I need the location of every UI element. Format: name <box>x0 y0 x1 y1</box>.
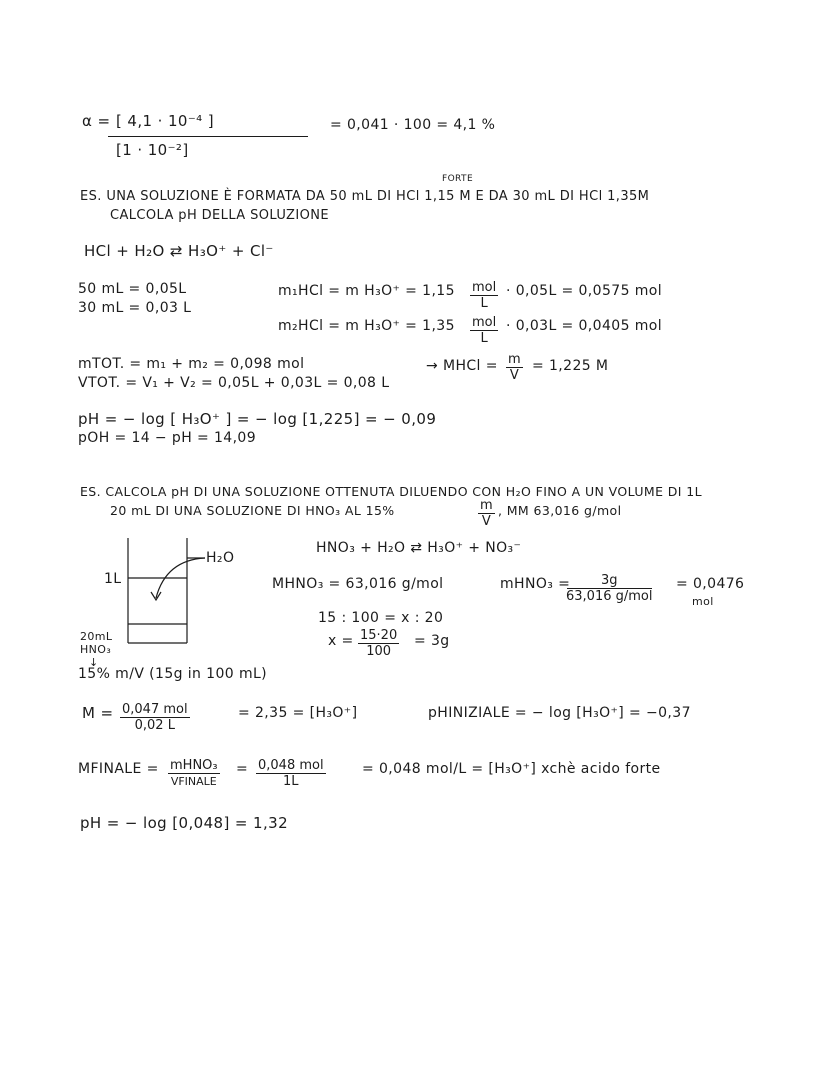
ex2-x-rhs: = 3g <box>414 633 450 649</box>
ex1-total-volume: VTOT. = V₁ + V₂ = 0,05L + 0,03L = 0,08 L <box>78 375 390 391</box>
ex1-moles-2-unit-num: mol <box>472 315 497 330</box>
ex1-molarity-den: V <box>509 368 519 383</box>
ex1-poh: pOH = 14 − pH = 14,09 <box>78 430 257 446</box>
ex2-initial-molarity-rhs: = 2,35 = [H₃O⁺] <box>238 705 358 721</box>
ex1-ph: pH = − log [ H₃O⁺ ] = − log [1,225] = − 0,09 <box>78 410 437 428</box>
ex1-total-moles: mTOT. = m₁ + m₂ = 0,098 mol <box>78 356 305 372</box>
ex2-statement-fraction-num: m <box>480 498 493 513</box>
ex1-reaction: HCl + H₂O ⇄ H₃O⁺ + Cl⁻ <box>84 242 274 260</box>
ex2-final-molarity-fraction-1 <box>168 758 220 789</box>
ex2-initial-molarity-num: 0,047 mol <box>122 702 188 717</box>
alpha-denominator: [1 · 10⁻²] <box>116 141 189 159</box>
down-arrow-icon: ↓ <box>89 656 99 669</box>
ex2-final-molarity-equals: = <box>236 761 249 777</box>
ex1-volume-2: 30 mL = 0,03 L <box>78 300 192 316</box>
ex2-initial-molarity-fraction <box>120 702 190 733</box>
hno3-label: HNO₃ <box>80 643 112 656</box>
percent-note: 15% m/V (15g in 100 mL) <box>78 666 268 682</box>
ex2-initial-molarity-lhs: M = <box>82 704 114 722</box>
ex1-moles-1-rhs: · 0,05L = 0,0575 mol <box>506 283 663 299</box>
ex2-molar-mass: MHNO₃ = 63,016 g/mol <box>272 576 444 592</box>
ex2-initial-ph: pHINIZIALE = − log [H₃O⁺] = −0,37 <box>428 705 691 721</box>
ex2-moles-den: 63,016 g/mol <box>566 589 653 604</box>
h2o-label: H₂O <box>206 550 235 566</box>
ex2-statement-fraction-den: V <box>481 514 491 529</box>
ex2-final-molarity-lhs: MFINALE = <box>78 761 159 777</box>
ex2-moles-num: 3g <box>567 573 652 589</box>
ex1-moles-1-lhs: m₁HCl = m H₃O⁺ = 1,15 <box>278 283 455 299</box>
ex1-moles-2-rhs: · 0,03L = 0,0405 mol <box>506 318 663 334</box>
ex1-moles-1-unit-num: mol <box>472 280 497 295</box>
ex2-x-fraction <box>358 628 399 659</box>
ex2-x-num: 15·20 <box>360 628 398 643</box>
ex2-moles-fraction <box>566 573 652 604</box>
ex2-statement-line2a: 20 mL DI UNA SOLUZIONE DI HNO₃ AL 15% <box>110 503 395 518</box>
ex1-molarity-rhs: = 1,225 M <box>532 358 609 374</box>
ex2-statement-line1: ES. CALCOLA pH DI UNA SOLUZIONE OTTENUTA DILUENDO CON H₂O FINO A UN VOLUME DI 1L <box>80 484 702 499</box>
ex1-statement-line1: ES. UNA SOLUZIONE È FORMATA DA 50 mL DI HCl 1,15 M E DA 30 mL DI HCl 1,35M <box>80 189 650 204</box>
ex1-moles-2-lhs: m₂HCl = m H₃O⁺ = 1,35 <box>278 318 455 334</box>
ex2-final-molarity-rhs: = 0,048 mol/L = [H₃O⁺] xchè acido forte <box>362 761 661 777</box>
ex1-molarity-num: m <box>508 352 521 367</box>
ex2-final-ph: pH = − log [0,048] = 1,32 <box>80 814 289 832</box>
ex2-moles-unit: mol <box>692 595 714 608</box>
one-liter-label: 1L <box>104 571 122 587</box>
ex2-x-den: 100 <box>366 644 392 659</box>
ex1-moles-1-unit-den: L <box>480 296 488 311</box>
twenty-ml-label: 20mL <box>80 630 113 643</box>
alpha-lhs: α = <box>82 112 111 130</box>
ex2-reaction: HNO₃ + H₂O ⇄ H₃O⁺ + NO₃⁻ <box>316 540 522 556</box>
ex1-statement-line2: CALCOLA pH DELLA SOLUZIONE <box>110 208 329 223</box>
ex2-proportion: 15 : 100 = x : 20 <box>318 610 444 626</box>
ex1-molarity-lhs: → MHCl = <box>426 358 498 374</box>
ex2-final-molarity-num-1: mHNO₃ <box>170 758 218 773</box>
ex2-x-lhs: x = <box>328 633 354 649</box>
ex2-final-molarity-fraction-2 <box>256 758 326 789</box>
ex1-volume-1: 50 mL = 0,05L <box>78 281 187 297</box>
ex2-initial-molarity-den: 0,02 L <box>134 718 175 733</box>
forte-note: FORTE <box>442 174 474 184</box>
alpha-result: = 0,041 · 100 = 4,1 % <box>330 117 496 133</box>
ex2-moles-lhs: mHNO₃ = <box>500 576 571 592</box>
ex2-final-molarity-den-1: VFINALE <box>170 775 217 788</box>
alpha-numerator: [ 4,1 · 10⁻⁴ ] <box>116 112 215 130</box>
ex2-final-molarity-den-2: 1L <box>283 774 299 789</box>
ex1-moles-2-unit-den: L <box>480 331 488 346</box>
ex2-statement-line2b: , MM 63,016 g/mol <box>498 503 622 518</box>
ex2-final-molarity-num-2: 0,048 mol <box>258 758 324 773</box>
ex2-moles-rhs: = 0,0476 <box>676 576 745 592</box>
